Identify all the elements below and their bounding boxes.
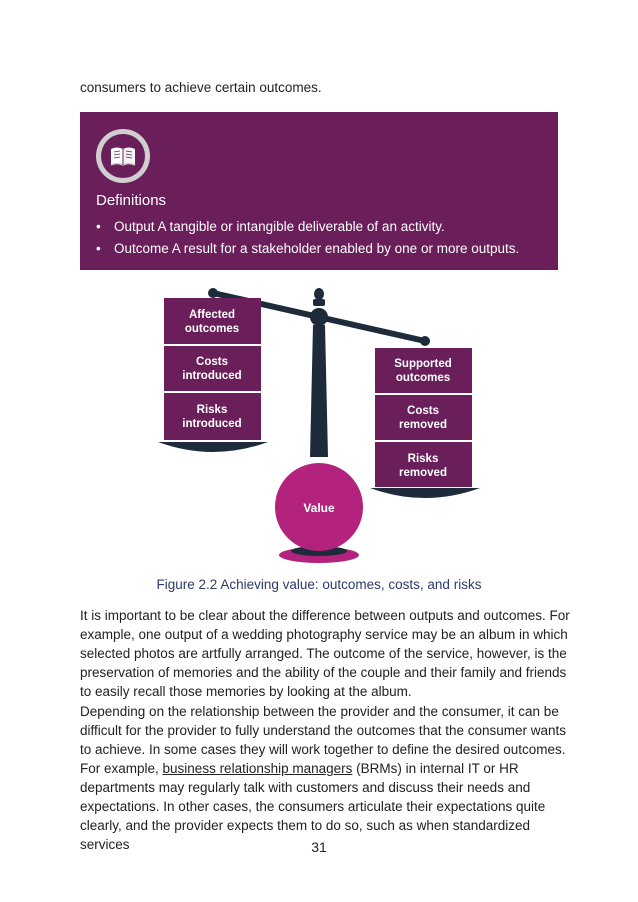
right-box-costs-removed xyxy=(375,395,472,440)
beam-end-left xyxy=(208,288,218,298)
pivot xyxy=(310,308,328,326)
svg-text:removed: removed xyxy=(399,467,447,479)
definitions-badge xyxy=(96,129,150,183)
left-pan xyxy=(158,442,268,452)
intro-text: consumers to achieve certain outcomes. xyxy=(80,80,322,95)
svg-text:introduced: introduced xyxy=(182,370,242,382)
svg-text:outcomes: outcomes xyxy=(395,372,451,384)
svg-text:Supported: Supported xyxy=(394,358,452,370)
left-box-costs-introduced xyxy=(164,346,261,391)
svg-text:Risks: Risks xyxy=(196,404,228,416)
definitions-list xyxy=(96,217,519,261)
book-icon xyxy=(96,129,150,183)
definition-item xyxy=(96,239,519,261)
definitions-box xyxy=(80,112,558,270)
value-scale-figure xyxy=(150,282,490,572)
definition-text: Output A tangible or intangible deliverable of an activity. xyxy=(114,219,445,234)
definitions-title: Definitions xyxy=(96,192,167,209)
svg-text:introduced: introduced xyxy=(182,418,242,430)
svg-text:removed: removed xyxy=(399,419,447,431)
definition-text: Outcome A result for a stakeholder enabled by one or more outputs. xyxy=(114,241,520,256)
paragraph-text: Depending on the relationship between the provider and the consumer, it can be difficult for the provider to fully understand the outcomes that the consumer wants to achieve. In some cases they will work together to define the desired outcomes. For example, xyxy=(80,704,567,776)
figure-caption: Figure 2.2 Achieving value: outcomes, costs, and risks xyxy=(156,577,482,592)
svg-text:outcomes: outcomes xyxy=(184,323,240,335)
paragraph-provider-consumer xyxy=(80,702,570,854)
brm-link[interactable]: business relationship managers xyxy=(162,761,353,776)
value-label: Value xyxy=(303,501,335,515)
right-pan xyxy=(370,488,480,498)
bullet: • xyxy=(96,219,101,234)
definition-item xyxy=(96,217,519,239)
scale-finial xyxy=(314,288,324,300)
svg-text:Affected: Affected xyxy=(188,309,236,321)
svg-text:Costs: Costs xyxy=(196,356,228,368)
beam-end-right xyxy=(420,336,430,346)
value-scale-diagram xyxy=(150,282,490,567)
svg-text:Risks: Risks xyxy=(407,453,439,465)
left-box-risks-introduced xyxy=(164,393,261,440)
svg-text:Costs: Costs xyxy=(407,405,439,417)
bullet: • xyxy=(96,241,101,256)
page-number: 31 xyxy=(311,839,327,855)
scale-stand xyxy=(310,325,328,457)
paragraph-outputs-outcomes: It is important to be clear about the difference between outputs and outcomes. For example, one output of a wedding photography service may be an album in which selected photos are artfully arranged. The outcome of the service, however, is the preservation of memories and the ability of the couple and their family and friends to easily recall those memories by looking at the album. xyxy=(80,608,570,699)
right-box-supported-outcomes xyxy=(375,348,472,393)
left-box-affected-outcomes xyxy=(164,298,261,344)
paragraph-text: (BRMs) in internal IT or HR departments may regularly talk with customers and discuss their needs and expectations. In other cases, the consumers articulate their expectations quite clearly, and the provider expects them to do so, such as when standardized services xyxy=(80,761,546,852)
